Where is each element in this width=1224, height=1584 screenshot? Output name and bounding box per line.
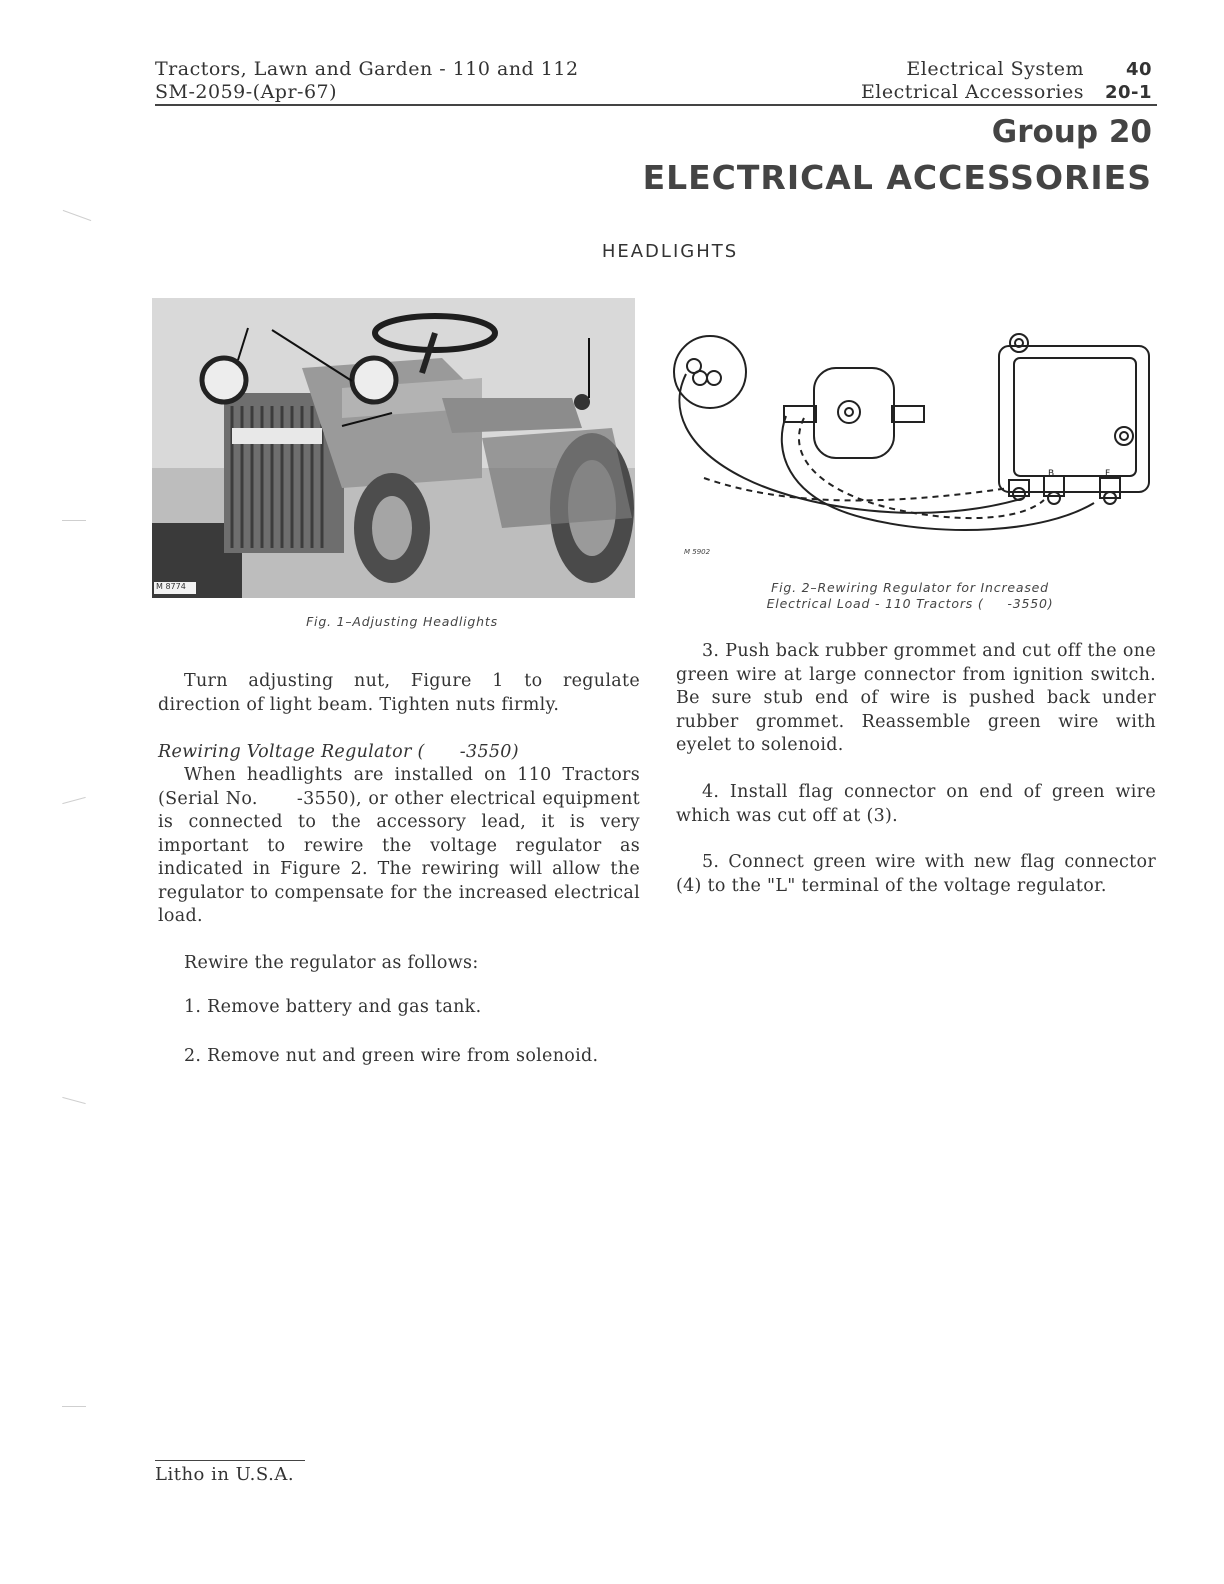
header-right-line1: Electrical System [906, 58, 1084, 80]
tractor-illustration [152, 298, 635, 598]
terminal-label-f: F [1105, 469, 1111, 479]
figure-1-photo [152, 298, 635, 598]
figure-2-caption-line2: Electrical Load - 110 Tractors ( -3550) [766, 596, 1054, 611]
step-5: 5. Connect green wire with new flag connector (4) to the "L" terminal of the voltage regulator. [676, 852, 1156, 896]
group-title: Group 20 [991, 114, 1152, 150]
main-title: ELECTRICAL ACCESSORIES [642, 158, 1152, 197]
margin-mark [62, 1406, 86, 1407]
left-para-2: When headlights are installed on 110 Tractors (Serial No. -3550), or other electrical equipment is connected to the accessory lead, it is very important to rewire the voltage regulator as indicated in Figure 2. The rewiring will allow the regulator to compensate for the increased electrical load. [158, 765, 646, 926]
regulator-wiring-diagram [664, 328, 1156, 568]
figure-1-photo-code: M 8774 [156, 582, 186, 591]
page-number: 40 [1125, 59, 1152, 80]
section-heading: HEADLIGHTS [601, 241, 739, 262]
figure-1-caption: Fig. 1–Adjusting Headlights [306, 614, 498, 629]
margin-mark [63, 210, 92, 221]
subheading-rewiring: Rewiring Voltage Regulator ( -3550) [158, 742, 519, 762]
footer-litho: Litho in U.S.A. [155, 1464, 295, 1485]
figure-2-caption-line1: Fig. 2–Rewiring Regulator for Increased [771, 580, 1049, 595]
figure-2-image-code: M 5902 [684, 548, 711, 556]
step-2: 2. Remove nut and green wire from solenoid. [184, 1046, 599, 1066]
left-para-3: Rewire the regulator as follows: [184, 953, 479, 973]
margin-mark [62, 1097, 85, 1104]
header-rule [155, 104, 1157, 106]
left-para-1: Turn adjusting nut, Figure 1 to regulate direction of light beam. Tighten nuts firmly. [158, 671, 640, 715]
margin-mark [62, 797, 85, 804]
terminal-label-b: B [1048, 469, 1055, 479]
margin-mark [62, 520, 86, 521]
header-right-line2: Electrical Accessories [860, 81, 1084, 103]
section-number: 20-1 [1104, 82, 1152, 103]
step-1: 1. Remove battery and gas tank. [184, 997, 482, 1017]
step-4: 4. Install flag connector on end of green wire which was cut off at (3). [676, 782, 1156, 826]
header-left-line2: SM-2059-(Apr-67) [155, 81, 338, 103]
step-3: 3. Push back rubber grommet and cut off the one green wire at large connector from ignition switch. Be sure stub end of wire is pushed back under rubber grommet. Reassemble green wire with eyelet to solenoid. [676, 641, 1156, 755]
header-left-line1: Tractors, Lawn and Garden - 110 and 112 [155, 58, 579, 80]
footer-rule [155, 1460, 305, 1461]
figure-2-diagram [664, 328, 1156, 568]
